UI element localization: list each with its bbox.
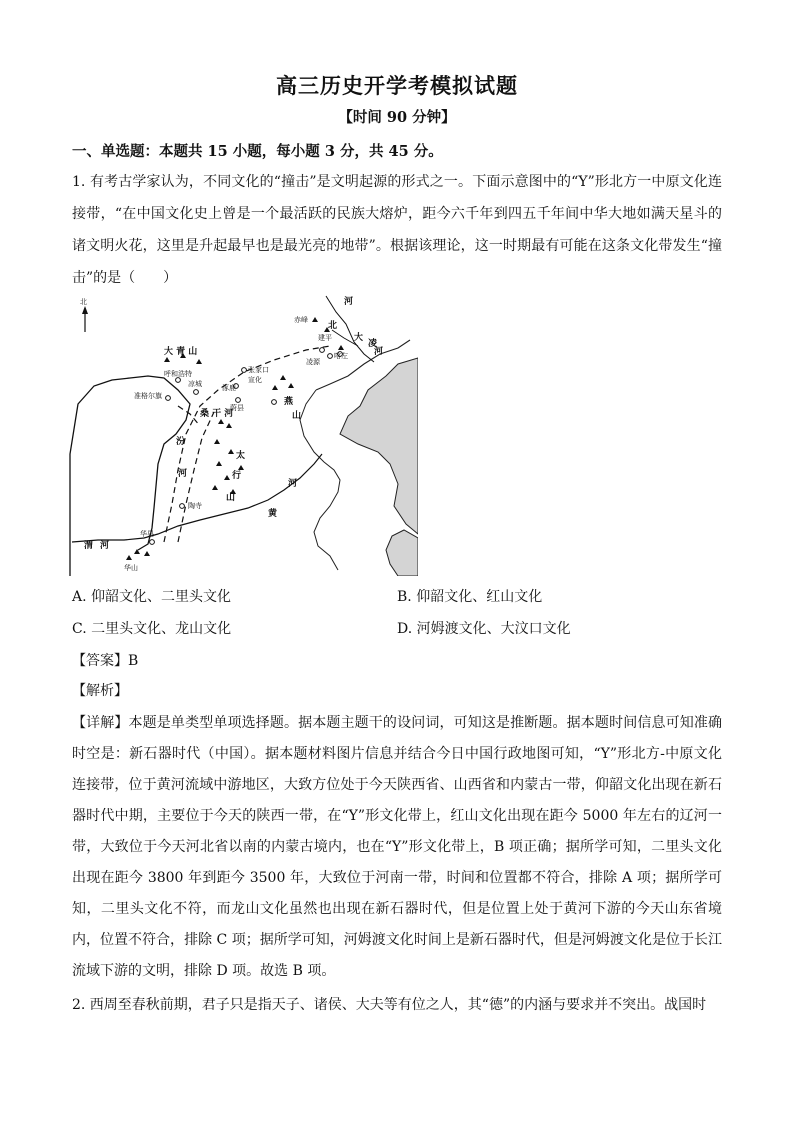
label-he-wei: 河 [100, 541, 110, 551]
time-note: 【时间 90 分钟】 [338, 109, 456, 126]
analysis-label: 【解析】 [72, 683, 128, 699]
label-he-fen: 河 [178, 469, 188, 479]
option-d: D. 河姆渡文化、大汶口文化 [397, 621, 571, 637]
section-heading: 一、单选题：本题共 15 小题，每小题 3 分，共 45 分。 [72, 143, 443, 160]
label-ling: 凌 [368, 339, 378, 349]
label-zhunge: 准格尔旗 [134, 392, 162, 400]
label-jianping: 建平 [318, 334, 332, 342]
label-hang: 行 [232, 471, 242, 481]
label-zhangjiakou: 张家口 [248, 366, 269, 374]
label-tai: 太 [236, 451, 246, 461]
label-taosi: 陶寺 [188, 502, 202, 510]
sea-area-south [386, 530, 418, 576]
label-kazuo: 喀左 [334, 352, 348, 360]
label-yan: 燕 [284, 397, 294, 407]
sea-area [340, 358, 418, 534]
mountain-icons [126, 317, 344, 560]
label-huang: 黄 [268, 509, 278, 519]
label-sanggan: 桑 干 河 [200, 409, 234, 419]
culture-belt-map [68, 294, 418, 576]
option-a: A. 仰韶文化、二里头文化 [72, 589, 232, 605]
analysis-detail: 【详解】本题是单类型单项选择题。据本题主题干的设问词，可知这是推断题。据本题时间信息可知准确时空是：新石器时代（中国）。据本题材料图片信息并结合今日中国行政地图可知，“Y”形北方-中原文化连接带，位于黄河流域中游地区，大致方位处于今天陕西省、山西省和内蒙古一带，仰韶文化出现在新石器时代中期，主要位于今天的陕西一带，在“Y”形文化带上，红山文化出现在距今 5000 年左右的辽河一带，大致位于今天河北省以南的内蒙古境内，也在“Y”形文化带上，B 项正确；据所学可知，二里头文化出现在距今 3800 年到距今 3500 年，大致位于河南一带，时间和位置都不符合，排除 A 项；据所学可知，二里头文化不符，而龙山文化虽然也出现在新石器时代，但是位置上处于黄河下游的今天山东省境内，位置不符合，排除 C 项；据所学可知，河姆渡文化时间上是新石器时代，但是河姆渡文化是位于长江流域下游的文明，排除 D 项。故选 B 项。 [72, 715, 722, 979]
label-bei: 北 [328, 321, 338, 331]
exam-title: 高三历史开学考模拟试题 [276, 73, 518, 98]
label-fen: 汾 [176, 437, 186, 447]
question-1-stem: 1. 有考古学家认为，不同文化的“撞击”是文明起源的形式之一。下面示意图中的“Y”形北方一中原文化连接带，“在中国文化史上曾是一个最活跃的民族大熔炉，距今六千年到四五千年间中华大地如满天星斗的诸文明火花，这里是升起最早也是最光亮的地带”。根据该理论，这一时期最有可能在这条文化带发生“撞击”的是（ ） [72, 174, 722, 286]
label-weixian: 蔚县 [230, 404, 244, 412]
north-label: 北 [80, 298, 87, 306]
label-he-top: 河 [344, 297, 354, 307]
label-xuanhua: 宣化 [248, 376, 262, 384]
question-2-stem: 2. 西周至春秋前期，君子只是指天子、诸侯、大夫等有位之人，其“德”的内涵与要求并不突出。战国时 [72, 997, 707, 1013]
label-liangcheng: 凉城 [188, 380, 202, 388]
label-he-huang: 河 [288, 479, 298, 489]
label-huashan: 华山 [124, 564, 138, 572]
label-shan: 山 [226, 493, 236, 503]
label-daqingshan: 大 青 山 [164, 347, 198, 357]
label-da: 大 [354, 333, 364, 343]
answer-label: 【答案】B [72, 653, 139, 669]
label-chifeng: 赤峰 [294, 316, 308, 324]
yellow-river-lower [72, 454, 322, 542]
province-border [300, 390, 340, 570]
label-huaxian: 华县 [140, 530, 154, 538]
option-c: C. 二里头文化、龙山文化 [72, 621, 232, 637]
label-huhehaote: 呼和浩特 [164, 370, 192, 378]
label-he-ling: 河 [374, 347, 384, 357]
option-b: B. 仰韶文化、红山文化 [397, 589, 543, 605]
label-zhuolu: 涿鹿 [222, 384, 236, 392]
label-shan-yan: 山 [292, 411, 302, 421]
north-arrowhead-icon [82, 306, 88, 314]
label-wei: 渭 [84, 541, 94, 551]
label-lingyuan: 凌源 [306, 358, 320, 366]
